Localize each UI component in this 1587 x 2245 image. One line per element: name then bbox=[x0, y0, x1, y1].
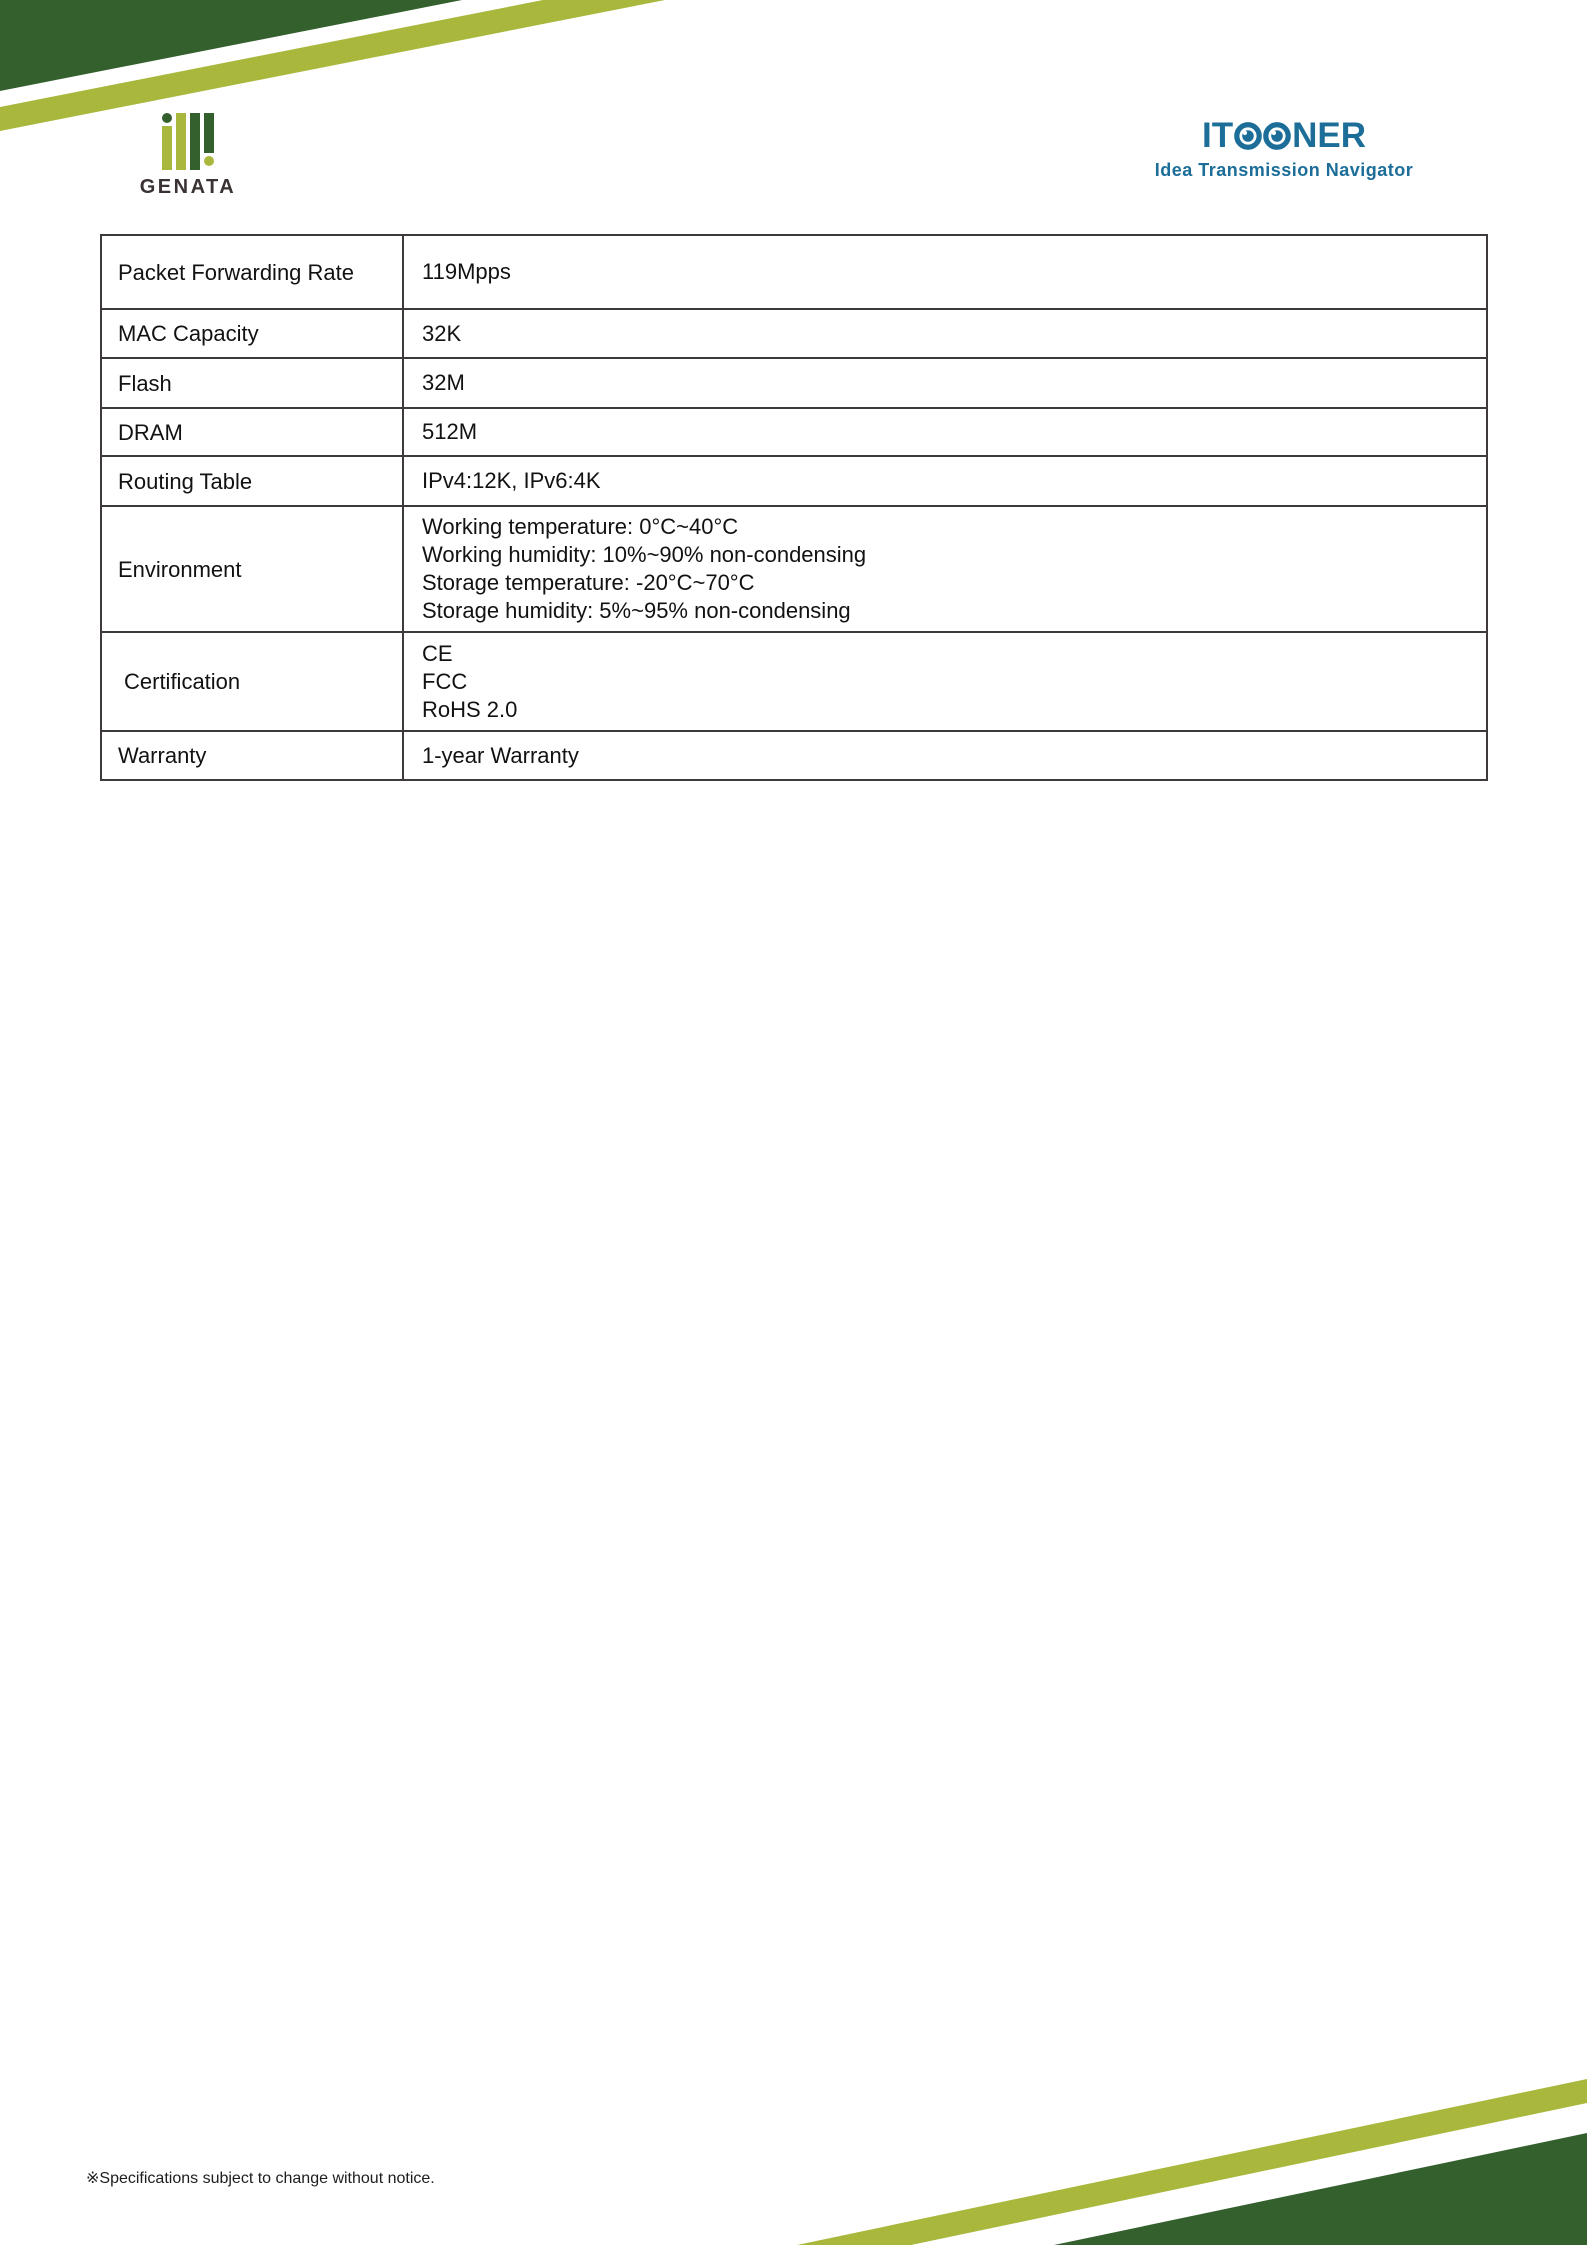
genata-bars-icon bbox=[162, 113, 214, 170]
spec-value-line: 119Mpps bbox=[422, 259, 511, 284]
spec-value-cell bbox=[403, 632, 1487, 731]
spec-value-cell bbox=[403, 408, 1487, 456]
spec-value-line: CE bbox=[422, 640, 453, 666]
spec-value-line: Working humidity: 10%~90% non-condensing bbox=[422, 542, 867, 567]
spec-row bbox=[101, 506, 1487, 632]
genata-logo bbox=[138, 113, 238, 199]
itooner-eye-icon bbox=[1263, 122, 1291, 150]
itooner-wordmark-right: NER bbox=[1292, 116, 1366, 155]
spec-value-cell bbox=[403, 456, 1487, 506]
spec-value-cell bbox=[403, 731, 1487, 780]
genata-wordmark: GENATA bbox=[139, 176, 237, 198]
spec-value-line: FCC bbox=[422, 668, 468, 694]
itooner-tagline: Idea Transmission Navigator bbox=[1154, 160, 1414, 180]
itooner-logo bbox=[1119, 118, 1449, 181]
genata-bar-4 bbox=[204, 113, 214, 170]
spec-value-line: Storage humidity: 5%~95% non-condensing bbox=[422, 598, 851, 623]
spec-value-line: 32M bbox=[422, 370, 465, 395]
genata-bar-3 bbox=[190, 113, 200, 170]
spec-row bbox=[101, 309, 1487, 358]
spec-value-line: 32K bbox=[422, 320, 462, 346]
spec-value-line: Working temperature: 0°C~40°C bbox=[422, 514, 739, 539]
spec-value-cell bbox=[403, 506, 1487, 632]
spec-table-body bbox=[101, 235, 1487, 780]
spec-value-cell bbox=[403, 309, 1487, 358]
itooner-wordmark-left: IT bbox=[1201, 116, 1234, 155]
spec-row bbox=[101, 456, 1487, 506]
spec-label-cell: Packet Forwarding Rate bbox=[101, 235, 403, 309]
spec-value-cell bbox=[403, 358, 1487, 408]
spec-label-cell: DRAM bbox=[101, 408, 403, 456]
spec-label-cell: Certification bbox=[101, 632, 403, 731]
spec-label-cell: Flash bbox=[101, 358, 403, 408]
spec-value-line: 512M bbox=[422, 419, 478, 444]
spec-value-line: RoHS 2.0 bbox=[422, 696, 518, 722]
spec-value-line: Storage temperature: -20°C~70°C bbox=[422, 570, 755, 595]
genata-bar-2 bbox=[176, 113, 186, 170]
itooner-wordmark bbox=[1202, 118, 1366, 153]
genata-bar-1 bbox=[162, 113, 172, 170]
spec-label-cell: Environment bbox=[101, 506, 403, 632]
spec-row bbox=[101, 731, 1487, 780]
spec-footnote: ※Specifications subject to change without notice. bbox=[86, 2170, 435, 2187]
spec-value-cell bbox=[403, 235, 1487, 309]
itooner-eye-icon bbox=[1234, 122, 1262, 150]
spec-value-line: IPv4:12K, IPv6:4K bbox=[422, 468, 601, 493]
spec-table bbox=[100, 234, 1488, 781]
spec-row bbox=[101, 235, 1487, 309]
spec-label-cell: MAC Capacity bbox=[101, 309, 403, 358]
spec-row bbox=[101, 632, 1487, 731]
spec-row bbox=[101, 408, 1487, 456]
spec-label-cell: Warranty bbox=[101, 731, 403, 780]
spec-row bbox=[101, 358, 1487, 408]
spec-value-line: 1-year Warranty bbox=[422, 742, 579, 768]
spec-label-cell: Routing Table bbox=[101, 456, 403, 506]
